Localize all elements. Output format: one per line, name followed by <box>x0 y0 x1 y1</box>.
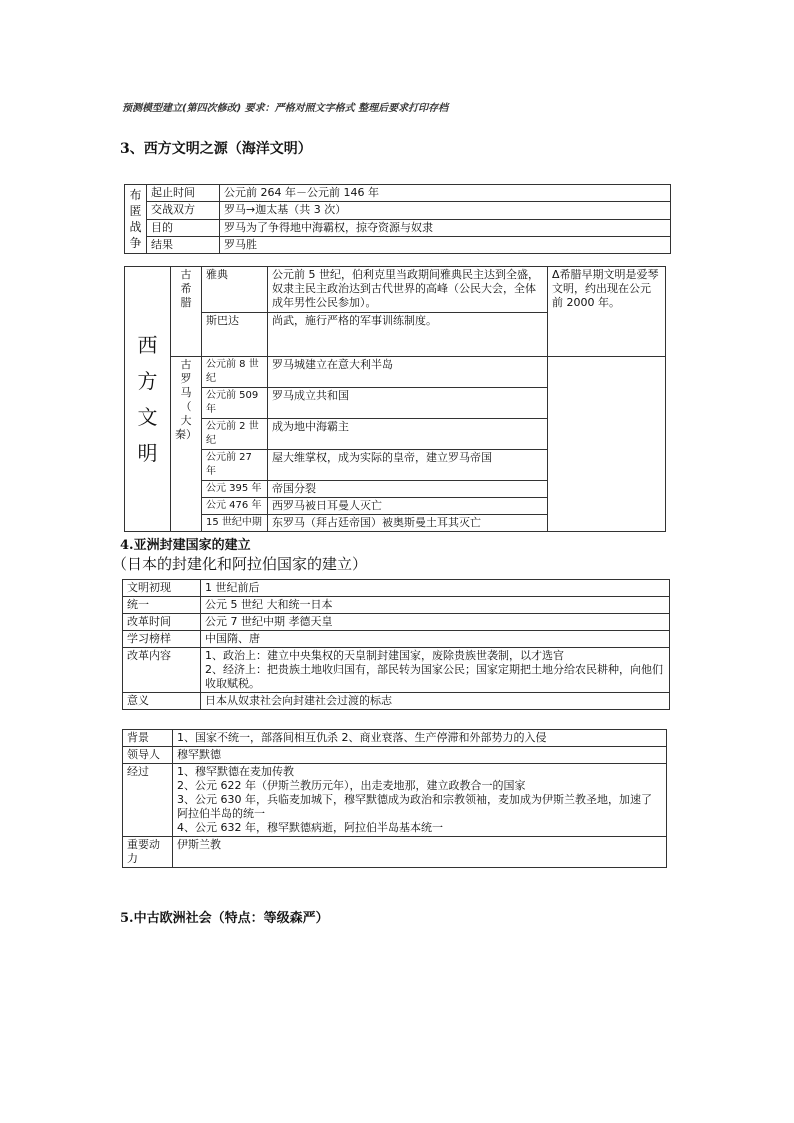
western-label-char: 方 <box>137 369 158 393</box>
rome-row-value: 东罗马（拜占廷帝国）被奥斯曼土耳其灭亡 <box>268 515 548 532</box>
greece-label-char: 希 <box>180 282 192 295</box>
japan-row-value: 1 世纪前后 <box>201 580 670 597</box>
greece-label-char: 腊 <box>180 296 192 309</box>
japan-row-value: 日本从奴隶社会向封建社会过渡的标志 <box>201 693 670 710</box>
rome-row-key: 公元 476 年 <box>202 498 268 515</box>
punic-row-key: 结果 <box>147 236 220 253</box>
rome-label-char: 古 <box>180 358 192 371</box>
japan-row-key: 意义 <box>123 693 201 710</box>
rome-label-char: 秦） <box>175 428 197 441</box>
rome-label-char: 罗 <box>180 372 192 385</box>
punic-label-char: 匿 <box>129 204 142 218</box>
rome-row-key: 公元前 27 年 <box>202 450 268 481</box>
athens-key: 雅典 <box>202 267 268 313</box>
rome-row-key: 公元 395 年 <box>202 481 268 498</box>
punic-label-char: 争 <box>129 236 142 250</box>
arab-row-value: 伊斯兰教 <box>173 837 667 868</box>
punic-row-value: 罗马→迦太基（共 3 次） <box>220 202 671 219</box>
japan-row-key: 文明初现 <box>123 580 201 597</box>
rome-row-key: 公元前 8 世纪 <box>202 357 268 388</box>
punic-war-label <box>125 185 147 254</box>
rome-note-empty <box>548 357 666 532</box>
japan-row-value: 公元 5 世纪 大和统一日本 <box>201 597 670 614</box>
western-label-char: 明 <box>137 441 158 465</box>
japan-row-key: 学习榜样 <box>123 631 201 648</box>
japan-reform-item: 2、经济上：把贵族土地收归国有，部民转为国家公民；国家定期把土地分给农民耕种，向他们收取赋税。 <box>205 663 663 690</box>
japan-table <box>122 579 670 710</box>
rome-row-value: 屋大维掌权，成为实际的皇帝，建立罗马帝国 <box>268 450 548 481</box>
arab-row-value <box>173 764 667 837</box>
punic-row-key: 交战双方 <box>147 202 220 219</box>
section4-title: 4.亚洲封建国家的建立 <box>120 538 251 553</box>
japan-reform-item: 1、政治上：建立中央集权的天皇制封建国家，废除贵族世袭制，以才选官 <box>205 649 564 662</box>
rome-row-key: 公元前 509 年 <box>202 388 268 419</box>
rome-label-char: 马 <box>180 386 192 399</box>
rome-row-value: 罗马成立共和国 <box>268 388 548 419</box>
punic-label-char: 布 <box>129 188 142 202</box>
arab-row-key: 重要动力 <box>123 837 173 868</box>
sparta-value: 尚武，施行严格的军事训练制度。 <box>268 313 548 357</box>
punic-label-char: 战 <box>129 220 142 234</box>
arab-process-item: 1、穆罕默德在麦加传教 <box>177 765 294 778</box>
western-civilization-table <box>124 266 666 532</box>
arab-table <box>122 729 667 868</box>
arab-row-value: 穆罕默德 <box>173 747 667 764</box>
japan-row-value: 中国隋、唐 <box>201 631 670 648</box>
japan-row-key: 改革时间 <box>123 614 201 631</box>
japan-row-value <box>201 648 670 693</box>
arab-process-item: 3、公元 630 年，兵临麦加城下，穆罕默德成为政治和宗教领袖，麦加成为伊斯兰教圣地，加速了阿拉伯半岛的统一 <box>177 793 652 820</box>
punic-row-value: 公元前 264 年－公元前 146 年 <box>220 185 671 202</box>
arab-row-key: 背景 <box>123 730 173 747</box>
punic-row-value: 罗马为了争得地中海霸权，掠夺资源与奴隶 <box>220 219 671 236</box>
sparta-key: 斯巴达 <box>202 313 268 357</box>
section5-title: 5.中古欧洲社会（特点：等级森严） <box>120 911 329 926</box>
rome-label <box>171 357 202 532</box>
punic-row-value: 罗马胜 <box>220 236 671 253</box>
section3-title: 3、西方文明之源（海洋文明） <box>120 141 312 157</box>
rome-row-value: 罗马城建立在意大利半岛 <box>268 357 548 388</box>
rome-row-key: 公元前 2 世纪 <box>202 419 268 450</box>
japan-row-key: 统一 <box>123 597 201 614</box>
punic-row-key: 起止时间 <box>147 185 220 202</box>
arab-row-key: 领导人 <box>123 747 173 764</box>
greece-label <box>171 267 202 357</box>
page-header: 预测模型建立(第四次修改) 要求：严格对照文字格式 整理后要求打印存档 <box>122 103 449 114</box>
japan-row-key: 改革内容 <box>123 648 201 693</box>
rome-row-value: 成为地中海霸主 <box>268 419 548 450</box>
punic-row-key: 目的 <box>147 219 220 236</box>
western-label-char: 文 <box>137 405 158 429</box>
rome-row-key: 15 世纪中期 <box>202 515 268 532</box>
western-label <box>125 267 171 532</box>
arab-process-item: 4、公元 632 年，穆罕默德病逝，阿拉伯半岛基本统一 <box>177 821 443 834</box>
rome-label-char: 大 <box>180 414 192 427</box>
rome-label-char: （ <box>180 400 192 413</box>
aegean-note: Δ希腊早期文明是爱琴文明，约出现在公元前 2000 年。 <box>548 267 666 357</box>
arab-process-item: 2、公元 622 年（伊斯兰教历元年），出走麦地那，建立政教合一的国家 <box>177 779 526 792</box>
western-label-char: 西 <box>137 333 158 357</box>
section4-subtitle: （日本的封建化和阿拉伯国家的建立） <box>112 555 368 573</box>
rome-row-value: 西罗马被日耳曼人灭亡 <box>268 498 548 515</box>
athens-value: 公元前 5 世纪，伯利克里当政期间雅典民主达到全盛，奴隶主民主政治达到古代世界的高峰（公民大会，全体成年男性公民参加）。 <box>268 267 548 313</box>
arab-row-key: 经过 <box>123 764 173 837</box>
arab-row-value: 1、国家不统一，部落间相互仇杀 2、商业衰落、生产停滞和外部势力的入侵 <box>173 730 667 747</box>
rome-row-value: 帝国分裂 <box>268 481 548 498</box>
greece-label-char: 古 <box>180 268 192 281</box>
japan-row-value: 公元 7 世纪中期 孝德天皇 <box>201 614 670 631</box>
punic-war-table <box>124 184 671 254</box>
